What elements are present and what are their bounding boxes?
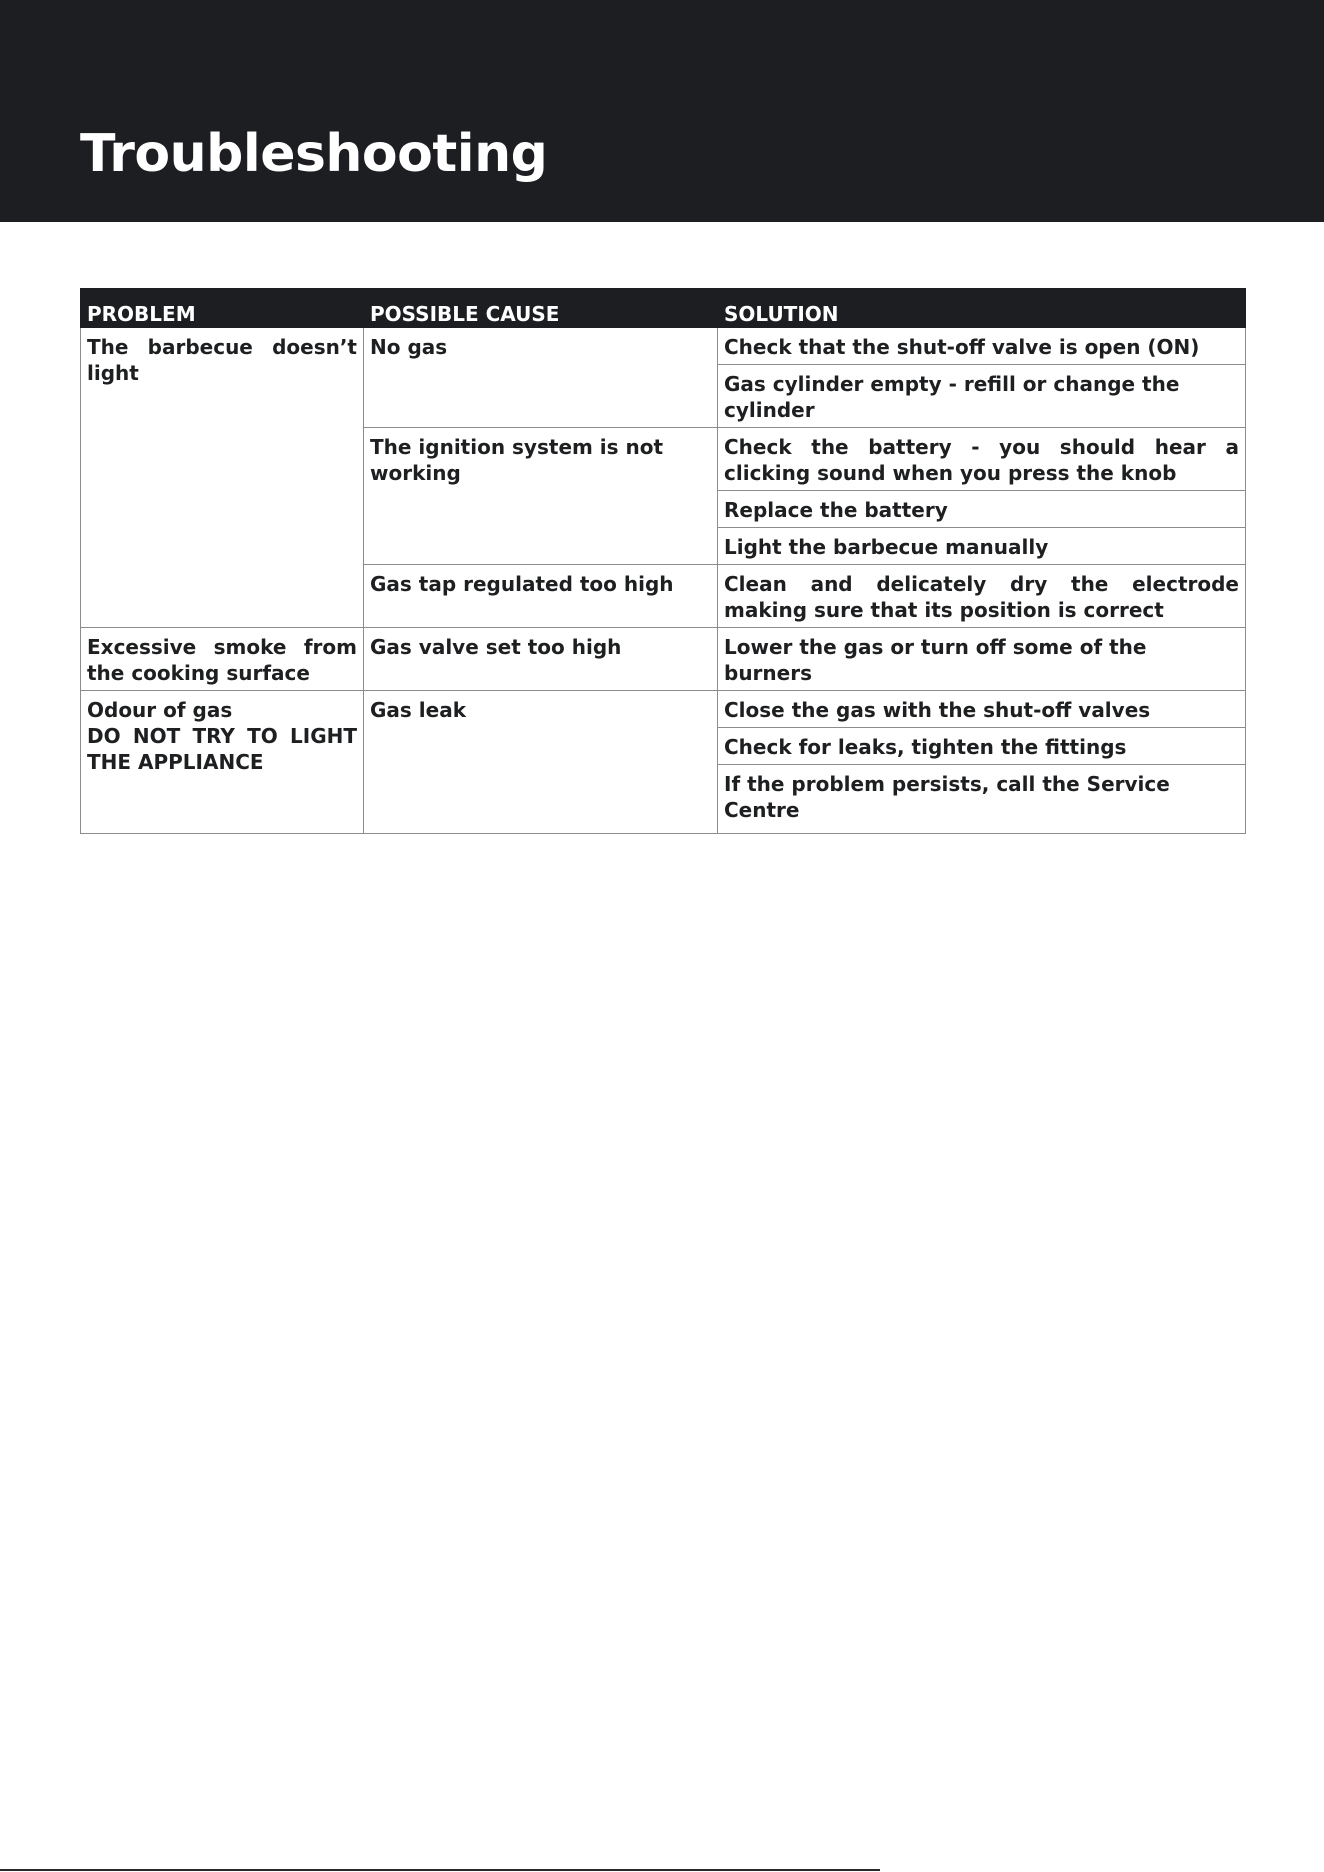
solution-cell: Replace the battery (718, 491, 1246, 528)
solution-cell: Gas cylinder empty - refill or change the cylinder (718, 365, 1246, 428)
cause-cell: Gas tap regulated too high (364, 565, 718, 628)
column-header-possible-cause: POSSIBLE CAUSE (364, 289, 718, 328)
solution-cell: Close the gas with the shut-off valves (718, 691, 1246, 728)
page-header-band (0, 0, 1324, 222)
solution-cell: Check for leaks, tighten the fittings (718, 728, 1246, 765)
solution-cell: Lower the gas or turn off some of the burners (718, 628, 1246, 691)
cause-cell: Gas valve set too high (364, 628, 718, 691)
troubleshooting-table (80, 288, 1246, 834)
solution-cell: Check that the shut-off valve is open (ON) (718, 328, 1246, 365)
table-row (81, 328, 1246, 365)
problem-cell (81, 691, 364, 834)
problem-text: Odour of gas (87, 698, 233, 722)
problem-warning-text: DO NOT TRY TO LIGHT THE APPLIANCE (87, 724, 357, 774)
page-title: Troubleshooting (80, 124, 548, 184)
cause-cell: No gas (364, 328, 718, 428)
solution-cell: If the problem persists, call the Service Centre (718, 765, 1246, 834)
solution-cell: Check the battery - you should hear a clicking sound when you press the knob (718, 428, 1246, 491)
table-row (81, 691, 1246, 728)
problem-cell: The barbecue doesn’t light (81, 328, 364, 628)
problem-cell: Excessive smoke from the cooking surface (81, 628, 364, 691)
column-header-solution: SOLUTION (718, 289, 1246, 328)
solution-cell: Light the barbecue manually (718, 528, 1246, 565)
table-row (81, 628, 1246, 691)
table-header-row (81, 289, 1246, 328)
solution-cell: Clean and delicately dry the electrode making sure that its position is correct (718, 565, 1246, 628)
footer-rule (0, 1869, 880, 1871)
cause-cell: The ignition system is not working (364, 428, 718, 565)
column-header-problem: PROBLEM (81, 289, 364, 328)
cause-cell: Gas leak (364, 691, 718, 834)
